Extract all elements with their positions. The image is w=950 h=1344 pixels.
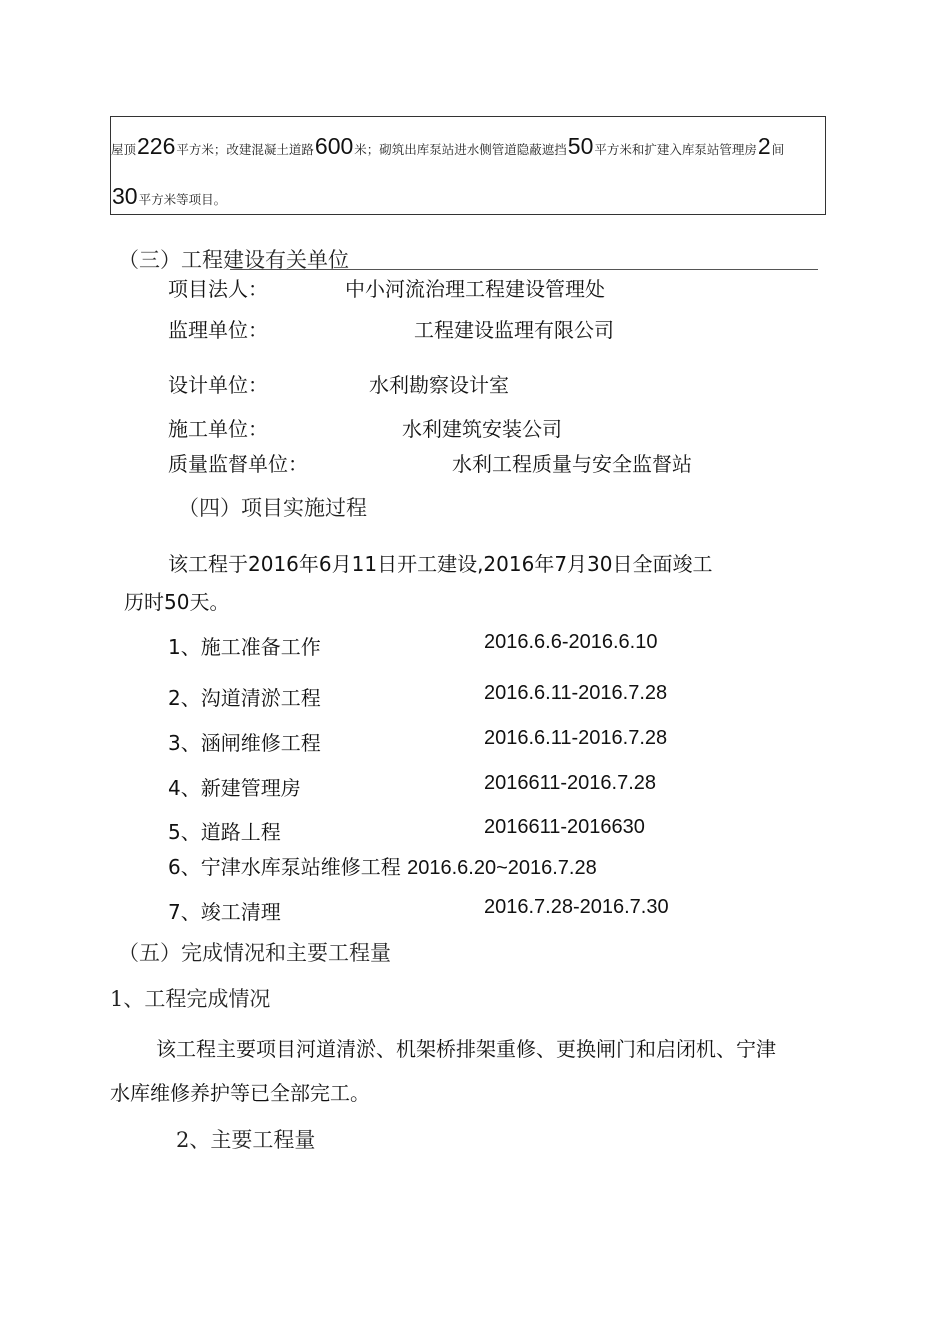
section4-heading: （四）项目实施过程 xyxy=(178,496,367,520)
schedule-task: 2、沟道清淤工程 xyxy=(168,686,321,710)
schedule-task: 3、涵闸维修工程 xyxy=(168,731,321,755)
intro-line-2: 历时50天。 xyxy=(124,590,230,614)
box-text: 屋顶 xyxy=(111,142,137,157)
schedule-task: 5、道路丄程 xyxy=(168,820,281,844)
schedule-dates: 2016.6.6-2016.6.10 xyxy=(484,631,658,653)
unit-label-designer: 设计单位： xyxy=(168,373,268,397)
heading-underline xyxy=(230,269,818,270)
subheading-completion: 1、工程完成情况 xyxy=(110,987,271,1011)
unit-value-constructor: 水利建筑安装公司 xyxy=(402,417,562,441)
schedule-dates: 2016.7.28-2016.7.30 xyxy=(484,896,669,918)
schedule-task: 4、新建管理房 xyxy=(168,776,301,800)
box-line-1 xyxy=(111,133,784,160)
schedule-dates: 2016.6.20~2016.7.28 xyxy=(407,857,597,879)
box-text: 平方米和扩建入库泵站管理房 xyxy=(594,142,757,157)
box-text: 平方米等项目。 xyxy=(138,192,227,207)
unit-label-supervisor: 监理单位： xyxy=(168,318,268,342)
subheading-quantities: 2、主要工程量 xyxy=(176,1128,316,1152)
schedule-row-6 xyxy=(168,851,597,880)
unit-label-constructor: 施工单位： xyxy=(168,417,268,441)
schedule-task: 6、宁津水库泵站维修工程 xyxy=(168,855,401,879)
box-number: 226 xyxy=(137,133,176,159)
section5-heading: （五）完成情况和主要工程量 xyxy=(118,941,391,965)
schedule-task: 7、竣工清理 xyxy=(168,900,281,924)
box-number: 50 xyxy=(567,133,594,159)
box-number: 2 xyxy=(757,133,771,159)
unit-value-supervisor: 工程建设监理有限公司 xyxy=(414,318,614,342)
schedule-dates: 2016611-2016630 xyxy=(484,816,645,838)
schedule-dates: 2016611-2016.7.28 xyxy=(484,772,657,794)
completion-para-line-1: 该工程主要项目河道清淤、机架桥排架重修、更换闸门和启闭机、宁津 xyxy=(156,1037,776,1061)
intro-line-1: 该工程于2016年6月11日开工建设,2016年7月30日全面竣工 xyxy=(168,552,713,576)
section3-heading: （三）工程建设有关单位 xyxy=(118,248,349,272)
schedule-dates: 2016.6.11-2016.7.28 xyxy=(484,727,668,749)
unit-value-designer: 水利勘察设计室 xyxy=(369,373,509,397)
continuation-box xyxy=(110,116,826,215)
box-text: 平方米；改建混凝土道路 xyxy=(176,142,314,157)
schedule-dates: 2016.6.11-2016.7.28 xyxy=(484,682,668,704)
unit-value-quality: 水利工程质量与安全监督站 xyxy=(452,452,692,476)
unit-label-legal-person: 项目法人： xyxy=(168,277,268,301)
box-text: 间 xyxy=(771,142,785,157)
unit-label-quality: 质量监督单位： xyxy=(168,452,308,476)
box-number: 30 xyxy=(112,183,138,209)
schedule-task: 1、施工准备工作 xyxy=(168,635,321,659)
box-text: 米；砌筑出库泵站进水侧管道隐蔽遮挡 xyxy=(354,142,567,157)
box-line-2 xyxy=(111,183,226,210)
box-number: 600 xyxy=(314,133,354,159)
completion-para-line-2: 水库维修养护等已全部完工。 xyxy=(110,1081,370,1105)
unit-value-legal-person: 中小河流治理工程建设管理处 xyxy=(345,277,605,301)
